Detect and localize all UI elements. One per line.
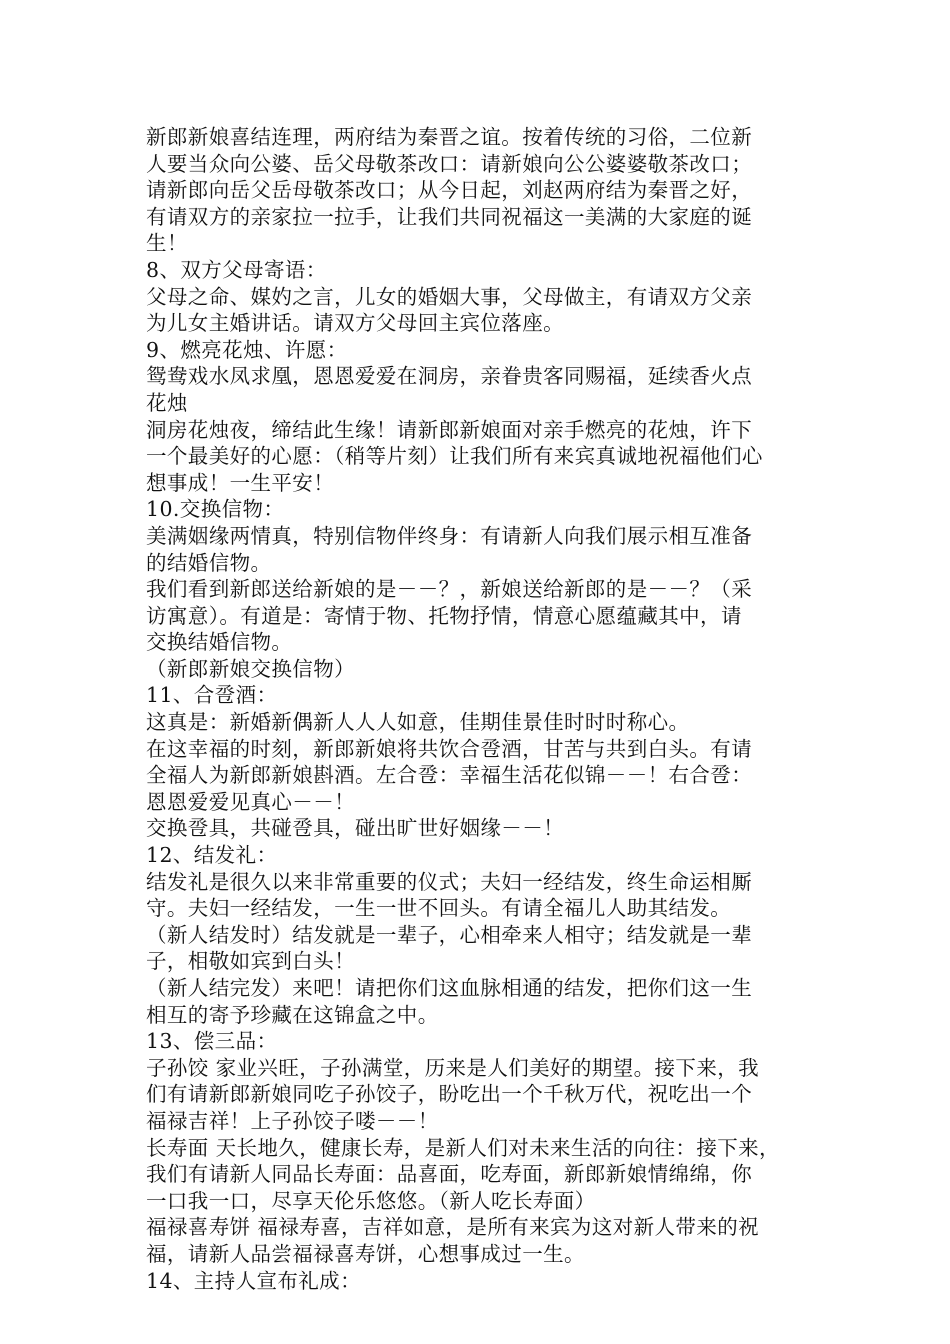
- text-line: 福禄吉祥！上子孙饺子喽－－！: [146, 1108, 439, 1133]
- section-heading: 12、结发礼：: [146, 843, 278, 868]
- text-line: 交换结婚信物。: [146, 630, 293, 655]
- text-line: 我们看到新郎送给新娘的是－－？，新娘送给新郎的是－－？（采: [146, 577, 753, 602]
- text-line: 长寿面 天长地久，健康长寿，是新人们对未来生活的向往：接下来，: [146, 1135, 780, 1160]
- text-line: 鸳鸯戏水凤求凰，恩恩爱爱在洞房，亲眷贵客同赐福，延续香火点: [146, 364, 753, 389]
- text-line: 一个最美好的心愿：（稍等片刻）让我们所有来宾真诚地祝福他们心: [146, 444, 763, 469]
- text-line: 守。夫妇一经结发，一生一世不回头。有请全福儿人助其结发。: [146, 896, 732, 921]
- text-line: 相互的寄予珍藏在这锦盒之中。: [146, 1002, 439, 1027]
- text-line: 的结婚信物。: [146, 550, 272, 575]
- text-line: 恩恩爱爱见真心－－！: [146, 789, 355, 814]
- text-line: 结发礼是很久以来非常重要的仪式；夫妇一经结发，终生命运相厮: [146, 869, 753, 894]
- document-body: [146, 124, 806, 1294]
- text-line: 子孙饺 家业兴旺，子孙满堂，历来是人们美好的期望。接下来，我: [146, 1055, 760, 1080]
- section-heading: 9、燃亮花烛、许愿：: [146, 337, 348, 362]
- text-line: 们有请新郎新娘同吃子孙饺子，盼吃出一个千秋万代，祝吃出一个: [146, 1082, 753, 1107]
- text-line: 父母之命、媒妁之言，儿女的婚姻大事，父母做主，有请双方父亲: [146, 284, 753, 309]
- text-line: 有请双方的亲家拉一拉手，让我们共同祝福这一美满的大家庭的诞: [146, 204, 753, 229]
- text-line: 访寓意）。有道是：寄情于物、托物抒情，情意心愿蕴藏其中，请: [146, 603, 742, 628]
- section-heading: 13、偿三品：: [146, 1029, 278, 1054]
- text-line: 洞房花烛夜，缔结此生缘！请新郎新娘面对亲手燃亮的花烛，许下: [146, 417, 753, 442]
- text-line: （新人结发时）结发就是一辈子，心相牵来人相守；结发就是一辈: [146, 922, 753, 947]
- text-line: 新郎新娘喜结连理，两府结为秦晋之谊。按着传统的习俗，二位新: [146, 125, 753, 149]
- section-heading: 10.交换信物：: [146, 497, 285, 522]
- section-heading: 8、双方父母寄语：: [146, 257, 327, 282]
- section-heading: 14、主持人宣布礼成：: [146, 1268, 361, 1293]
- text-line: 交换卺具，共碰卺具，碰出旷世好姻缘－－！: [146, 816, 564, 841]
- text-line: 人要当众向公婆、岳父母敬茶改口：请新娘向公公婆婆敬茶改口；: [146, 151, 753, 176]
- text-line: 为儿女主婚讲话。请双方父母回主宾位落座。: [146, 311, 564, 336]
- text-line: 我们有请新人同品长寿面：品喜面，吃寿面，新郎新娘情绵绵，你: [146, 1162, 753, 1187]
- text-line: 子，相敬如宾到白头！: [146, 949, 355, 974]
- text-line: 花烛: [146, 390, 188, 415]
- text-line: 想事成！一生平安！: [146, 470, 335, 495]
- text-line: 一口我一口，尽享天伦乐悠悠。（新人吃长寿面）: [146, 1188, 596, 1213]
- section-heading: 11、合卺酒：: [146, 683, 278, 708]
- text-line: 这真是：新婚新偶新人人人如意，佳期佳景佳时时时称心。: [146, 710, 690, 735]
- text-line: 请新郎向岳父岳母敬茶改口；从今日起，刘赵两府结为秦晋之好，: [146, 178, 753, 203]
- text-line: 全福人为新郎新娘斟酒。左合卺：幸福生活花似锦－－！右合卺：: [146, 763, 753, 788]
- text-line: （新人结完发）来吧！请把你们这血脉相通的结发，把你们这一生: [146, 976, 753, 1000]
- text-line: 美满姻缘两情真，特别信物伴终身：有请新人向我们展示相互准备: [146, 523, 753, 548]
- text-line: 在这幸福的时刻，新郎新娘将共饮合卺酒，甘苦与共到白头。有请: [146, 736, 753, 761]
- text-line: 福，请新人品尝福禄喜寿饼，心想事成过一生。: [146, 1241, 585, 1266]
- text-line: （新郎新娘交换信物）: [146, 656, 355, 681]
- text-line: 福禄喜寿饼 福禄寿喜，吉祥如意，是所有来宾为这对新人带来的祝: [146, 1215, 760, 1240]
- text-line: 生！: [146, 231, 188, 256]
